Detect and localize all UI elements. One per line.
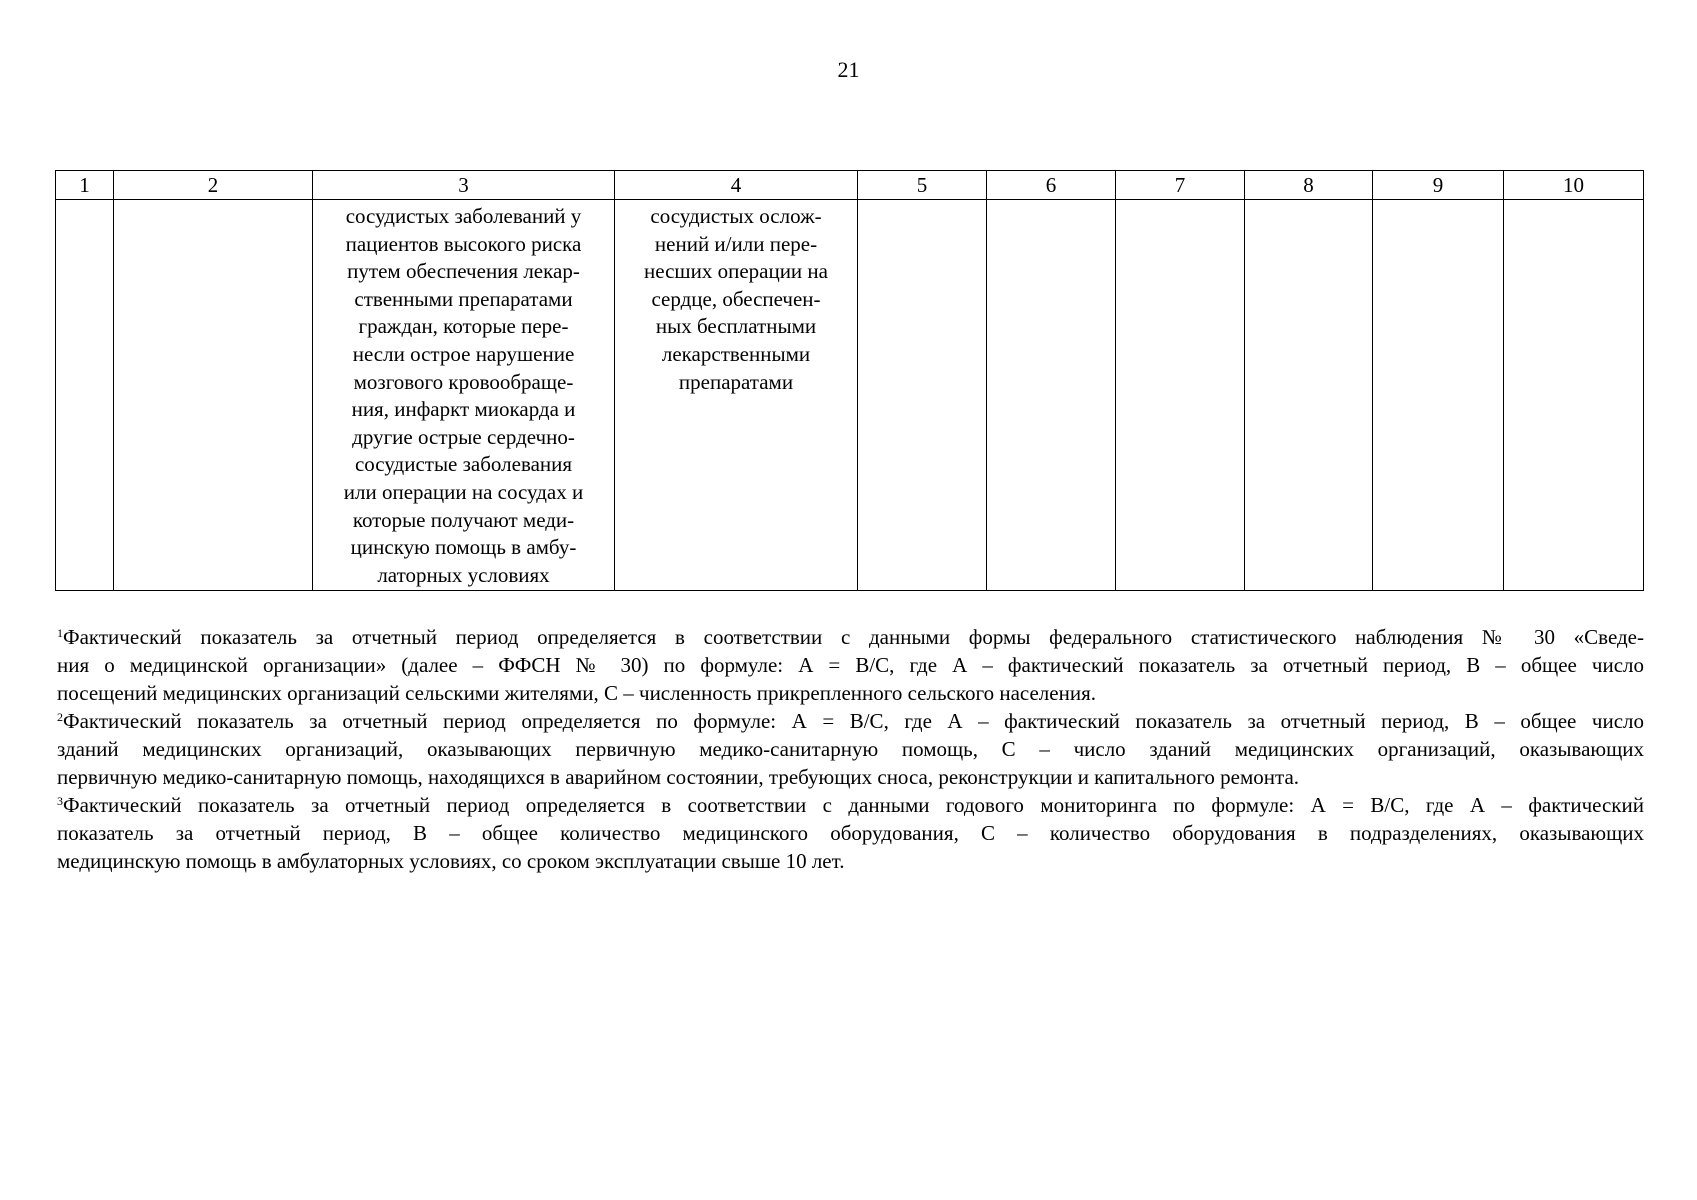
text-line: несли острое нарушение <box>352 341 575 366</box>
footnote-1 <box>57 623 1644 707</box>
cell-col-1 <box>56 200 114 591</box>
cell-col-6 <box>987 200 1116 591</box>
column-header-1: 1 <box>56 171 114 200</box>
indicator-table <box>55 170 1644 591</box>
text-line: ных бесплатными <box>655 314 817 339</box>
header-row <box>56 171 1644 200</box>
footnote-marker: 3 <box>57 794 63 808</box>
footnote-line: посещений медицинских организаций сельскими жителями, С – численность прикрепленного сельского населения. <box>57 681 1096 705</box>
table-row <box>56 200 1644 591</box>
footnote-line: медицинскую помощь в амбулаторных условиях, со сроком эксплуатации свыше 10 лет. <box>57 849 845 873</box>
text-line: лекарственными <box>661 341 811 366</box>
cell-col-5 <box>858 200 987 591</box>
cell-col-2 <box>114 200 313 591</box>
column-header-9: 9 <box>1373 171 1504 200</box>
text-line: ния, инфаркт миокарда и <box>351 397 576 422</box>
cell-col-10 <box>1504 200 1644 591</box>
text-line: другие острые сердечно- <box>352 424 575 449</box>
footnotes <box>57 623 1644 875</box>
cell-col-3-text <box>313 200 614 589</box>
footnote-line <box>57 791 1644 819</box>
column-header-7: 7 <box>1116 171 1245 200</box>
footnote-line: ния о медицинской организации» (далее – ФФСН № 30) по формуле: А = В/С, где А – фактический показатель за отчетный период, В – общее число <box>57 653 1644 677</box>
cell-col-7 <box>1116 200 1245 591</box>
footnote-2 <box>57 707 1644 791</box>
cell-col-4 <box>615 200 858 591</box>
footnote-text: Фактический показатель за отчетный период определяется по формуле: А = В/С, где А – фактический показатель за отчетный период, В – общее число <box>63 709 1644 733</box>
text-line: латорных условиях <box>377 562 550 587</box>
footnote-3 <box>57 791 1644 875</box>
cell-col-8 <box>1245 200 1373 591</box>
column-header-10: 10 <box>1504 171 1644 200</box>
cell-col-4-text <box>615 200 857 396</box>
column-header-8: 8 <box>1245 171 1373 200</box>
page-number: 21 <box>837 57 860 82</box>
text-line: препаратами <box>678 369 794 394</box>
text-line: или операции на сосудах и <box>343 479 584 504</box>
column-header-6: 6 <box>987 171 1116 200</box>
text-line: сосудистых ослож- <box>650 204 822 228</box>
text-line: путем обеспечения лекар- <box>347 259 580 284</box>
text-line: мозгового кровообраще- <box>353 369 574 394</box>
footnote-line <box>57 623 1644 651</box>
footnote-line: показатель за отчетный период, В – общее количество медицинского оборудования, С – количество оборудования в подразделениях, оказывающих <box>57 821 1644 845</box>
text-line: граждан, которые пере- <box>358 314 569 339</box>
footnote-marker: 2 <box>57 710 63 724</box>
text-line: пациентов высокого риска <box>345 231 582 256</box>
footnote-text: Фактический показатель за отчетный период определяется в соответствии с данными годового мониторинга по формуле: А = В/С, где А – фактический <box>63 793 1644 817</box>
text-line: нений и/или пере- <box>654 231 818 256</box>
column-header-5: 5 <box>858 171 987 200</box>
footnote-text: Фактический показатель за отчетный период определяется в соответствии с данными формы федерального статистического наблюдения № 30 «Сведе- <box>63 625 1644 649</box>
footnote-line <box>57 707 1644 735</box>
text-line: цинскую помощь в амбу- <box>350 535 577 560</box>
column-header-3: 3 <box>313 171 615 200</box>
column-header-2: 2 <box>114 171 313 200</box>
text-line: сосудистых заболеваний у <box>345 204 582 228</box>
footnote-line: зданий медицинских организаций, оказывающих первичную медико-санитарную помощь, С – число зданий медицинских организаций, оказывающих <box>57 737 1644 761</box>
column-header-4: 4 <box>615 171 858 200</box>
cell-col-3 <box>313 200 615 591</box>
text-line: сосудистые заболевания <box>354 452 573 477</box>
text-line: несших операции на <box>644 259 828 284</box>
text-line: которые получают меди- <box>352 507 575 532</box>
cell-col-9 <box>1373 200 1504 591</box>
footnote-line: первичную медико-санитарную помощь, находящихся в аварийном состоянии, требующих сноса, реконструкции и капитального ремонта. <box>57 765 1300 789</box>
footnote-marker: 1 <box>57 626 63 640</box>
text-line: ственными препаратами <box>354 286 573 311</box>
text-line: сердце, обеспечен- <box>651 286 821 311</box>
